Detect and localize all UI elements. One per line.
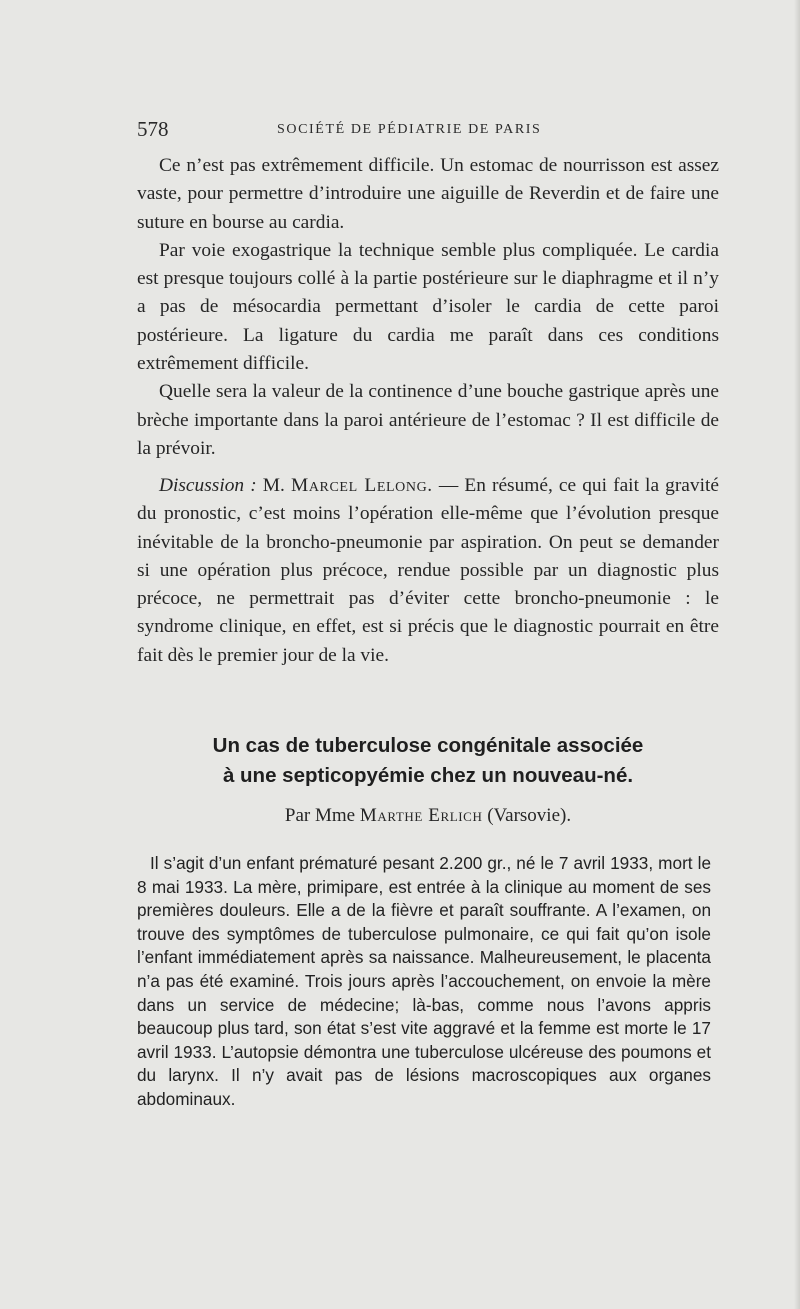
- page-number: 578: [137, 117, 169, 141]
- paragraph-1: Ce n’est pas extrêmement difficile. Un estomac de nourrisson est assez vaste, pour permettre d’introduire une aiguille de Reverdin et de faire une suture en bourse au cardia.: [137, 155, 719, 233]
- article-body: [137, 852, 711, 1112]
- byline-prefix: Par Mme: [284, 805, 356, 826]
- author-name: Marthe Erlich: [359, 805, 483, 826]
- discussion-text: — En résumé, ce qui fait la gravité du pronostic, c’est moins l’opération elle-même que l’évolution presque inévitable de la broncho-pneumonie par aspiration. On peut se demander si une opération plus précoce, rendue possible par un diagnostic plus précoce, ne permettrait pas d’éviter cette broncho-pneumonie : le syndrome clinique, en effet, est si précis que le diagnostic pourrait en être fait dès le premier jour de la vie.: [137, 475, 719, 666]
- page-edge-shadow: [794, 0, 800, 1309]
- article-byline: [137, 802, 719, 830]
- article-title: [137, 731, 719, 791]
- discussion-label: Discussion :: [159, 475, 257, 496]
- page-header: [137, 117, 719, 145]
- discussion-section: [137, 472, 719, 670]
- author-affiliation: (Varsovie).: [487, 805, 572, 826]
- article-title-line-1: Un cas de tuberculose congénitale associée: [212, 734, 644, 757]
- speaker-prefix: M.: [262, 475, 285, 496]
- paragraph-2: Par voie exogastrique la technique semble plus compliquée. Le cardia est presque toujours collé à la partie postérieure sur le diaphragme et il n’y a pas de mésocardia permettant d’isoler le cardia de cette paroi postérieure. La ligature du cardia me paraît dans ces conditions extrêmement difficile.: [137, 239, 719, 375]
- article-title-line-2: à une septicopyémie chez un nouveau-né.: [222, 764, 634, 787]
- speaker-name: Marcel Lelong.: [290, 475, 433, 496]
- article-body-paragraph: Il s’agit d’un enfant prématuré pesant 2.200 gr., né le 7 avril 1933, mort le 8 mai 1933. La mère, primipare, est entrée à la clinique au moment de ses premières douleurs. Elle a de la fièvre et paraît souffrante. A l’examen, on trouve des symptômes de tuberculose pulmonaire, ce qui fait qu’on isole l’enfant immédiatement après sa naissance. Malheureusement, le placenta n’a pas été examiné. Trois jours après l’accouchement, on envoie la mère dans un service de médecine; là-bas, comme nous l’avons appris beaucoup plus tard, son état s’est vite aggravé et la femme est morte le 17 avril 1933. L’autopsie démontra une tuberculose ulcéreuse des poumons et du larynx. Il n’y avait pas de lésions macroscopiques aux organes abdominaux.: [137, 853, 711, 1109]
- paragraph-3: Quelle sera la valeur de la continence d’une bouche gastrique après une brèche importante dans la paroi antérieure de l’estomac ? Il est difficile de la prévoir.: [137, 381, 719, 459]
- previous-article-text: [137, 152, 719, 463]
- discussion-paragraph: [137, 472, 719, 670]
- running-head: SOCIÉTÉ DE PÉDIATRIE DE PARIS: [277, 122, 542, 137]
